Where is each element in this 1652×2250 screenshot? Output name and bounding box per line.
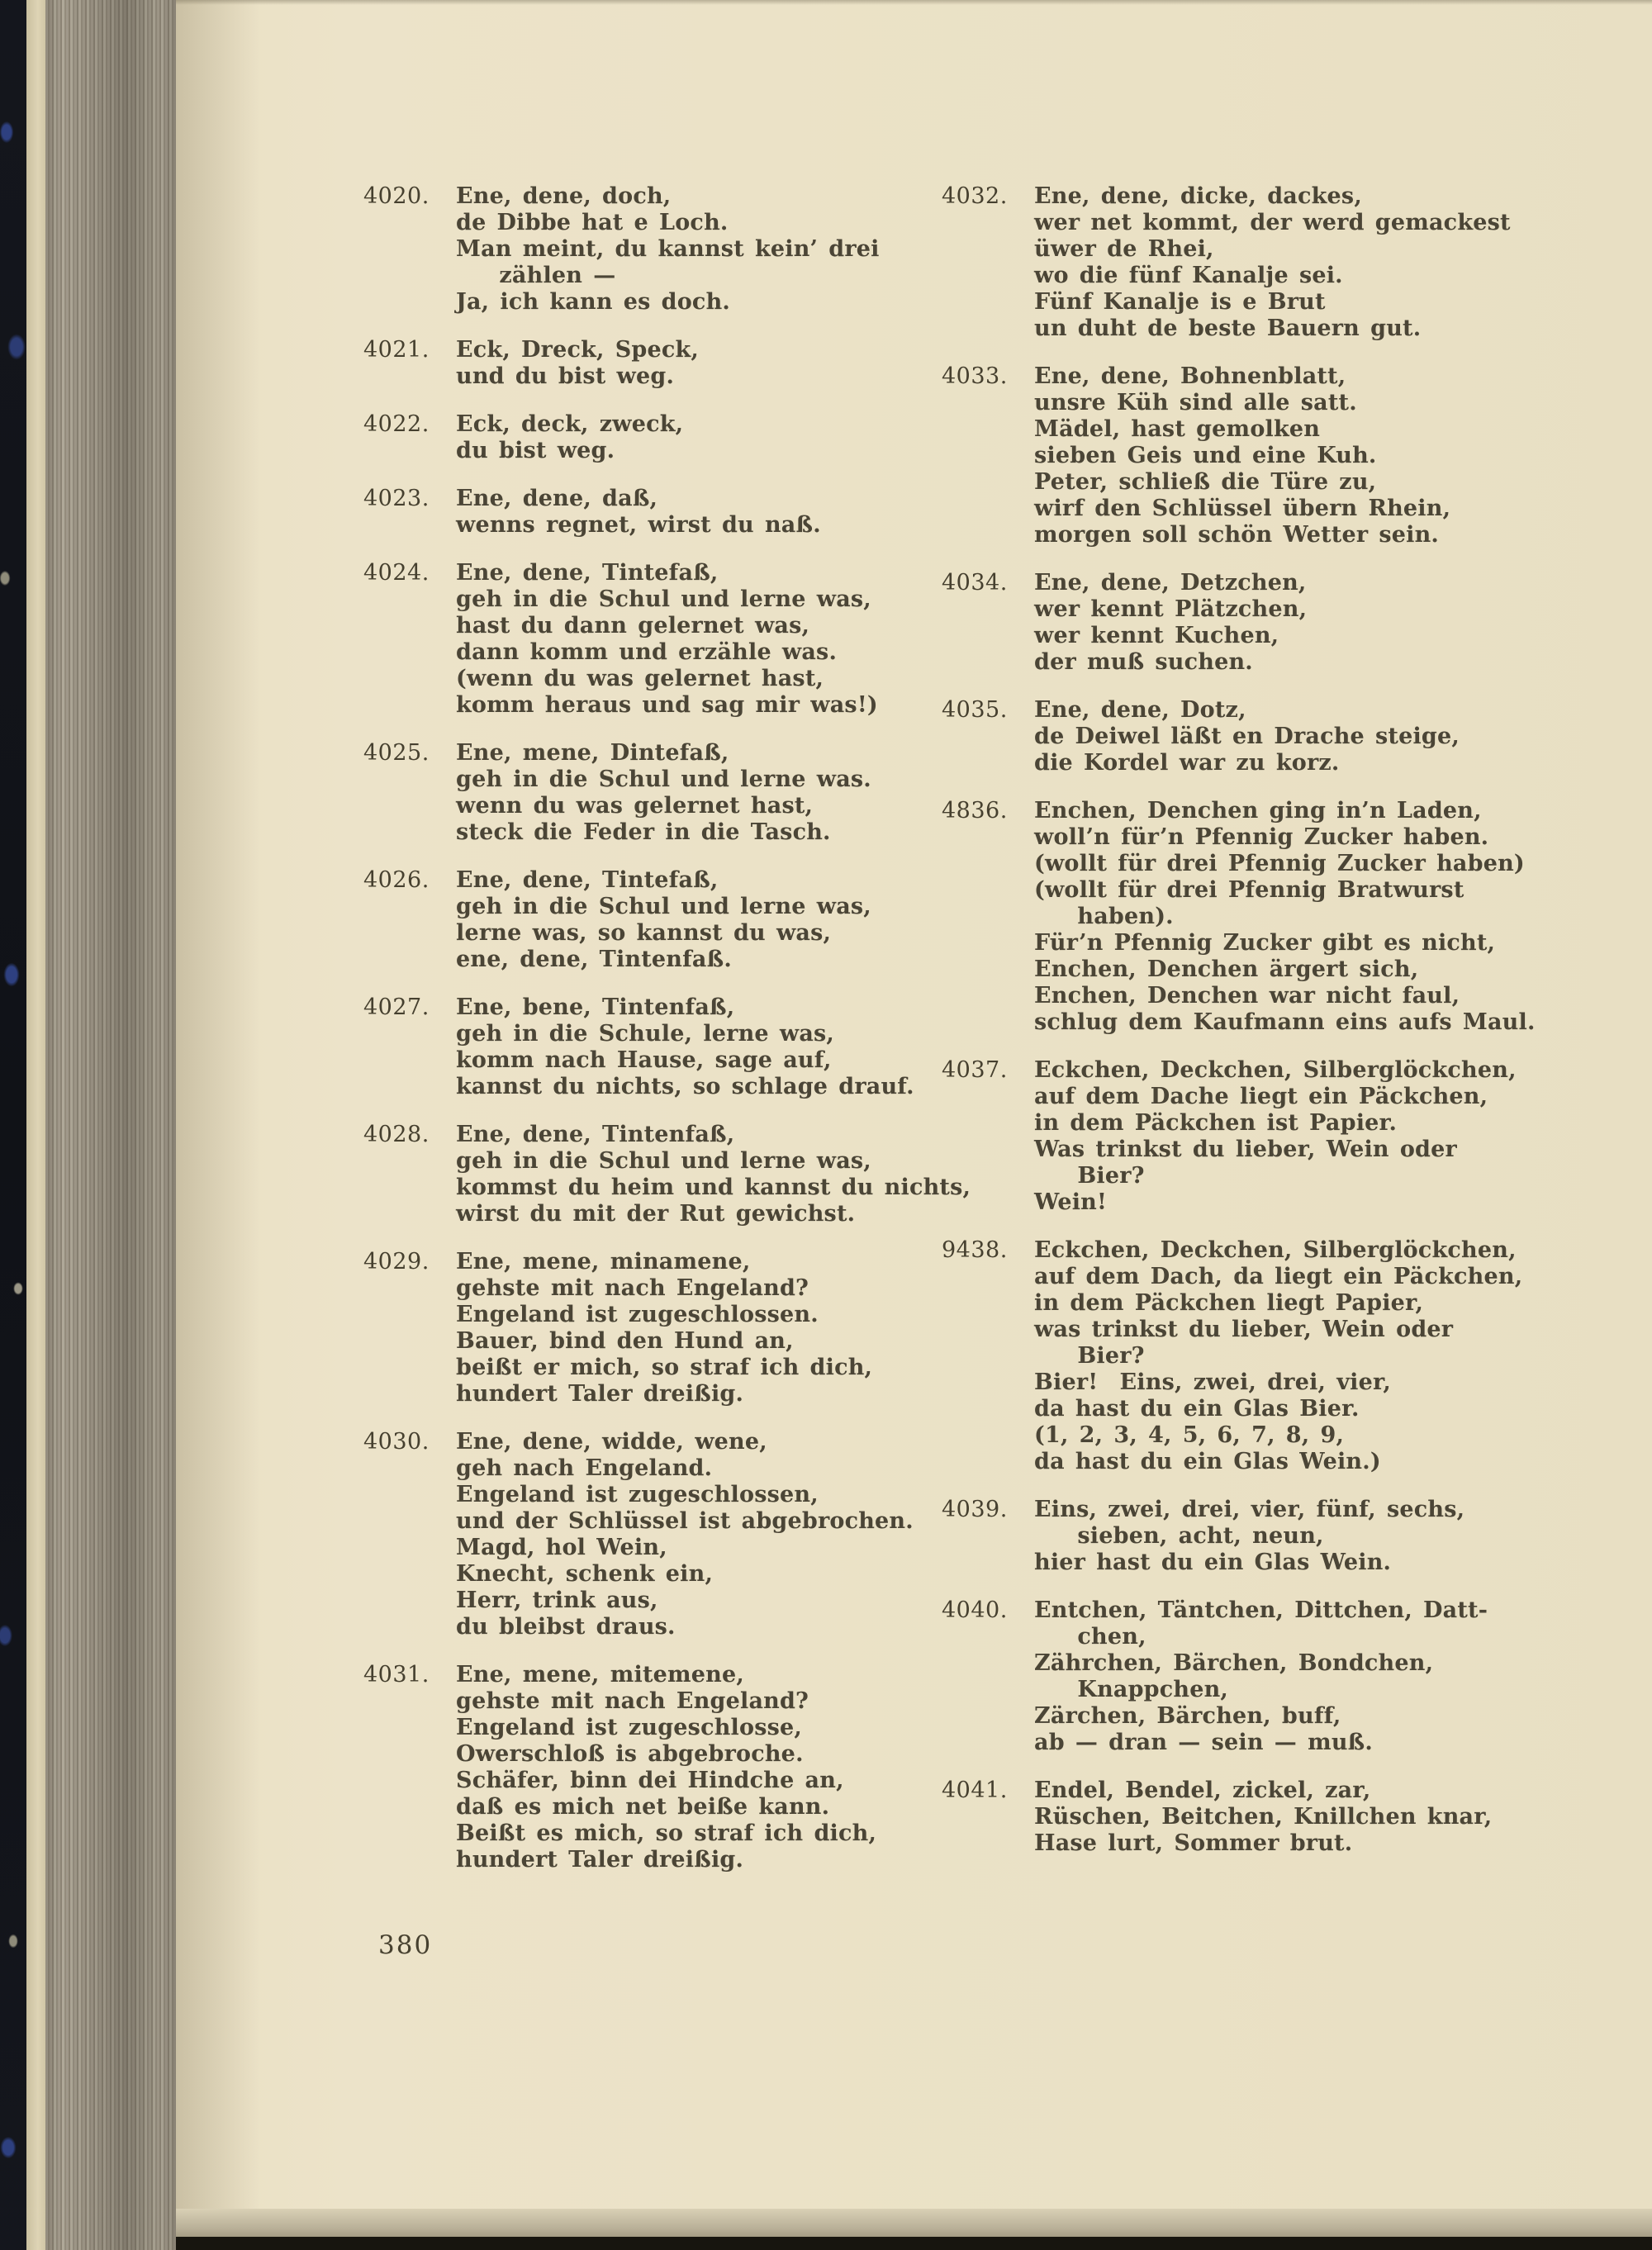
- rhyme-entry: [363, 740, 909, 846]
- verse-lines: [456, 183, 909, 316]
- verse-line: de Dibbe hat e Loch.: [456, 210, 729, 235]
- rhyme-entry: [942, 1778, 1520, 1857]
- entry-number: 4033.: [942, 363, 1008, 389]
- verse-line: Ene, dene, Tintefaß,: [456, 867, 719, 893]
- rhyme-entry: [942, 1237, 1523, 1475]
- verse-line: sieben, acht, neun,: [1034, 1523, 1324, 1549]
- entry-number: 4032.: [942, 183, 1008, 209]
- verse-line: Hase lurt, Sommer brut.: [1034, 1830, 1353, 1856]
- page-bottom-edge-stack: [26, 2209, 1652, 2237]
- verse-line: Entchen, Täntchen, Dittchen, Datt-: [1034, 1597, 1488, 1623]
- verse-line: kommst du heim und kannst du nichts,: [456, 1175, 971, 1200]
- verse-line: und du bist weg.: [456, 363, 675, 389]
- verse-line: gehste mit nach Engeland?: [456, 1688, 809, 1714]
- verse-lines: [1034, 570, 1520, 676]
- verse-line: Magd, hol Wein,: [456, 1535, 667, 1560]
- verse-line: Ene, dene, Detzchen,: [1034, 570, 1307, 596]
- verse-line: du bleibst draus.: [456, 1614, 676, 1640]
- verse-line: auf dem Dach, da liegt ein Päckchen,: [1034, 1264, 1523, 1289]
- verse-lines: [456, 411, 909, 464]
- verse-line: Herr, trink aus,: [456, 1588, 658, 1613]
- verse-line: hundert Taler dreißig.: [456, 1381, 744, 1407]
- rhyme-entry: [363, 337, 909, 390]
- verse-line: (wollt für drei Pfennig Zucker haben): [1034, 851, 1525, 876]
- rhyme-entry: [363, 1662, 909, 1873]
- verse-line: Ene, dene, Dotz,: [1034, 697, 1246, 723]
- verse-line: Ene, bene, Tintenfaß,: [456, 994, 735, 1020]
- entry-number: 4021.: [363, 337, 430, 363]
- verse-line: beißt er mich, so straf ich dich,: [456, 1355, 873, 1380]
- verse-line: auf dem Dache liegt ein Päckchen,: [1034, 1084, 1488, 1109]
- page-number: 380: [378, 1930, 433, 1960]
- entry-number: 4031.: [363, 1662, 430, 1688]
- rhyme-entry: [942, 798, 1536, 1036]
- rhyme-entry: [363, 411, 909, 464]
- rhyme-entry: [942, 1057, 1520, 1216]
- verse-line: lerne was, so kannst du was,: [456, 920, 832, 946]
- verse-line: Eins, zwei, drei, vier, fünf, sechs,: [1034, 1497, 1465, 1522]
- verse-line: wer kennt Kuchen,: [1034, 623, 1279, 648]
- rhymes-left-column: [363, 183, 971, 1895]
- verse-line: du bist weg.: [456, 438, 615, 463]
- verse-lines: [1034, 697, 1520, 776]
- verse-lines: [456, 1429, 914, 1640]
- verse-line: Engeland ist zugeschlosse,: [456, 1715, 802, 1740]
- verse-line: wirst du mit der Rut gewichst.: [456, 1201, 856, 1227]
- verse-line: (wenn du was gelernet hast,: [456, 666, 824, 691]
- verse-line: gehste mit nach Engeland?: [456, 1275, 809, 1301]
- verse-line: Wein!: [1034, 1189, 1108, 1215]
- rhymes-right-column: [942, 183, 1536, 1878]
- verse-lines: [456, 337, 909, 390]
- entry-number: 4025.: [363, 740, 430, 766]
- entry-number: 4035.: [942, 697, 1008, 723]
- verse-line: Ene, mene, Dintefaß,: [456, 740, 729, 766]
- verse-line: Ene, mene, mitemene,: [456, 1662, 744, 1688]
- verse-line: hier hast du ein Glas Wein.: [1034, 1550, 1392, 1575]
- verse-line: wer kennt Plätzchen,: [1034, 596, 1308, 622]
- verse-line: wo die fünf Kanalje sei.: [1034, 263, 1343, 288]
- verse-line: wer net kommt, der werd gemackest: [1034, 210, 1511, 235]
- verse-lines: [1034, 1057, 1520, 1216]
- verse-lines: [456, 560, 909, 719]
- verse-lines: [1034, 798, 1536, 1036]
- verse-line: Für’n Pfennig Zucker gibt es nicht,: [1034, 930, 1496, 956]
- verse-lines: [1034, 363, 1520, 548]
- verse-line: Ene, dene, widde, wene,: [456, 1429, 767, 1455]
- verse-line: morgen soll schön Wetter sein.: [1034, 522, 1440, 548]
- cover-lining-edge: [26, 0, 45, 2250]
- verse-line: unsre Küh sind alle satt.: [1034, 390, 1357, 415]
- entry-number: 9438.: [942, 1237, 1008, 1263]
- verse-lines: [1034, 1778, 1520, 1857]
- verse-lines: [456, 486, 909, 539]
- rhyme-entry: [942, 1497, 1520, 1576]
- verse-line: in dem Päckchen liegt Papier,: [1034, 1290, 1424, 1316]
- verse-line: dann komm und erzähle was.: [456, 639, 838, 665]
- verse-line: ene, dene, Tintenfaß.: [456, 947, 732, 972]
- verse-line: hundert Taler dreißig.: [456, 1847, 744, 1873]
- verse-line: schlug dem Kaufmann eins aufs Maul.: [1034, 1009, 1536, 1035]
- verse-line: und der Schlüssel ist abgebrochen.: [456, 1508, 914, 1534]
- verse-line: die Kordel war zu korz.: [1034, 750, 1340, 776]
- verse-line: Bier?: [1034, 1163, 1145, 1189]
- entry-number: 4037.: [942, 1057, 1008, 1083]
- verse-lines: [456, 1122, 971, 1227]
- rhyme-entry: [942, 363, 1520, 548]
- marbled-cover-edge: [0, 0, 26, 2250]
- verse-line: in dem Päckchen ist Papier.: [1034, 1110, 1398, 1136]
- verse-lines: [456, 1249, 909, 1407]
- verse-line: geh in die Schul und lerne was,: [456, 1148, 871, 1174]
- entry-number: 4836.: [942, 798, 1008, 824]
- entry-number: 4024.: [363, 560, 430, 586]
- rhyme-entry: [942, 1597, 1520, 1756]
- verse-line: sieben Geis und eine Kuh.: [1034, 443, 1377, 468]
- verse-line: da hast du ein Glas Wein.): [1034, 1449, 1381, 1474]
- entry-number: 4040.: [942, 1597, 1008, 1623]
- verse-line: Bier! Eins, zwei, drei, vier,: [1034, 1369, 1392, 1395]
- verse-lines: [1034, 1497, 1520, 1576]
- verse-line: Ene, dene, daß,: [456, 486, 658, 511]
- rhyme-entry: [363, 994, 914, 1100]
- verse-line: de Deiwel läßt en Drache steige,: [1034, 724, 1460, 749]
- rhyme-entry: [942, 183, 1520, 342]
- verse-lines: [1034, 183, 1520, 342]
- verse-line: Eckchen, Deckchen, Silberglöckchen,: [1034, 1057, 1517, 1083]
- entry-number: 4029.: [363, 1249, 430, 1275]
- verse-line: un duht de beste Bauern gut.: [1034, 316, 1422, 341]
- verse-line: wenn du was gelernet hast,: [456, 793, 814, 819]
- verse-line: Knappchen,: [1034, 1677, 1229, 1702]
- verse-line: Man meint, du kannst kein’ drei: [456, 236, 880, 262]
- verse-line: steck die Feder in die Tasch.: [456, 819, 831, 845]
- verse-line: Eckchen, Deckchen, Silberglöckchen,: [1034, 1237, 1517, 1263]
- verse-line: Eck, deck, zweck,: [456, 411, 684, 437]
- verse-line: da hast du ein Glas Bier.: [1034, 1396, 1360, 1422]
- verse-line: Peter, schließ die Türe zu,: [1034, 469, 1377, 495]
- verse-line: (wollt für drei Pfennig Bratwurst: [1034, 877, 1464, 903]
- rhyme-entry: [363, 1429, 914, 1640]
- verse-line: Schäfer, binn dei Hindche an,: [456, 1768, 844, 1793]
- rhyme-entry: [363, 867, 909, 973]
- scan-bottom-edge: [0, 2237, 1652, 2250]
- entry-number: 4034.: [942, 570, 1008, 596]
- verse-line: kannst du nichts, so schlage drauf.: [456, 1074, 914, 1099]
- verse-line: Enchen, Denchen war nicht faul,: [1034, 983, 1460, 1009]
- verse-line: Zährchen, Bärchen, Bondchen,: [1034, 1650, 1434, 1676]
- entry-number: 4041.: [942, 1778, 1008, 1803]
- entry-number: 4023.: [363, 486, 430, 511]
- verse-line: geh in die Schul und lerne was,: [456, 586, 871, 612]
- verse-lines: [1034, 1237, 1522, 1475]
- verse-line: Owerschloß is abgebroche.: [456, 1741, 804, 1767]
- verse-line: haben).: [1034, 904, 1174, 929]
- entry-number: 4020.: [363, 183, 430, 209]
- verse-line: Endel, Bendel, zickel, zar,: [1034, 1778, 1371, 1803]
- verse-line: Enchen, Denchen ging in’n Laden,: [1034, 798, 1482, 824]
- verse-line: Engeland ist zugeschlossen.: [456, 1302, 819, 1327]
- verse-line: Rüschen, Beitchen, Knillchen knar,: [1034, 1804, 1493, 1830]
- entry-number: 4026.: [363, 867, 430, 893]
- verse-lines: [1034, 1597, 1520, 1756]
- verse-line: woll’n für’n Pfennig Zucker haben.: [1034, 824, 1489, 850]
- rhyme-entry: [942, 570, 1520, 676]
- verse-line: der muß suchen.: [1034, 649, 1253, 675]
- rhyme-entry: [363, 1122, 971, 1227]
- verse-line: komm heraus und sag mir was!): [456, 692, 878, 718]
- entry-number: 4030.: [363, 1429, 430, 1455]
- verse-lines: [456, 994, 914, 1100]
- verse-line: zählen —: [456, 263, 616, 288]
- entry-number: 4022.: [363, 411, 430, 437]
- verse-line: Was trinkst du lieber, Wein oder: [1034, 1137, 1457, 1162]
- verse-line: Ene, dene, Tintenfaß,: [456, 1122, 735, 1147]
- verse-line: Beißt es mich, so straf ich dich,: [456, 1820, 877, 1846]
- verse-line: Fünf Kanalje is e Brut: [1034, 289, 1326, 315]
- verse-line: daß es mich net beiße kann.: [456, 1794, 830, 1820]
- verse-line: Enchen, Denchen ärgert sich,: [1034, 956, 1419, 982]
- verse-line: üwer de Rhei,: [1034, 236, 1214, 262]
- verse-line: Engeland ist zugeschlossen,: [456, 1482, 819, 1507]
- verse-line: wenns regnet, wirst du naß.: [456, 512, 821, 538]
- verse-line: geh in die Schul und lerne was.: [456, 767, 871, 792]
- verse-line: geh in die Schul und lerne was,: [456, 894, 871, 919]
- verse-line: Ene, dene, doch,: [456, 183, 672, 209]
- verse-line: geh nach Engeland.: [456, 1455, 713, 1481]
- verse-line: Bauer, bind den Hund an,: [456, 1328, 794, 1354]
- verse-line: Eck, Dreck, Speck,: [456, 337, 699, 363]
- rhyme-entry: [363, 486, 909, 539]
- verse-line: komm nach Hause, sage auf,: [456, 1047, 832, 1073]
- verse-lines: [456, 740, 909, 846]
- verse-line: Knecht, schenk ein,: [456, 1561, 714, 1587]
- verse-line: Ja, ich kann es doch.: [456, 289, 730, 315]
- verse-line: chen,: [1034, 1624, 1146, 1650]
- page-fore-edge-stack: [45, 0, 176, 2250]
- verse-line: Ene, mene, minamene,: [456, 1249, 751, 1275]
- entry-number: 4028.: [363, 1122, 430, 1147]
- rhyme-entry: [363, 183, 909, 316]
- verse-line: hast du dann gelernet was,: [456, 613, 810, 638]
- entry-number: 4039.: [942, 1497, 1008, 1522]
- verse-line: Zärchen, Bärchen, buff,: [1034, 1703, 1341, 1729]
- verse-line: geh in die Schule, lerne was,: [456, 1021, 835, 1047]
- verse-line: ab — dran — sein — muß.: [1034, 1730, 1373, 1755]
- verse-line: Mädel, hast gemolken: [1034, 416, 1321, 442]
- verse-lines: [456, 1662, 909, 1873]
- verse-line: Ene, dene, Tintefaß,: [456, 560, 719, 586]
- verse-line: Ene, dene, Bohnenblatt,: [1034, 363, 1346, 389]
- verse-line: Ene, dene, dicke, dackes,: [1034, 183, 1362, 209]
- entry-number: 4027.: [363, 994, 430, 1020]
- rhyme-entry: [363, 560, 909, 719]
- spine-shadow: [176, 0, 275, 2250]
- verse-lines: [456, 867, 909, 973]
- verse-line: (1, 2, 3, 4, 5, 6, 7, 8, 9,: [1034, 1422, 1345, 1448]
- verse-line: wirf den Schlüssel übern Rhein,: [1034, 496, 1451, 521]
- rhyme-entry: [363, 1249, 909, 1407]
- verse-line: Bier?: [1034, 1343, 1145, 1369]
- rhyme-entry: [942, 697, 1520, 776]
- verse-line: was trinkst du lieber, Wein oder: [1034, 1317, 1454, 1342]
